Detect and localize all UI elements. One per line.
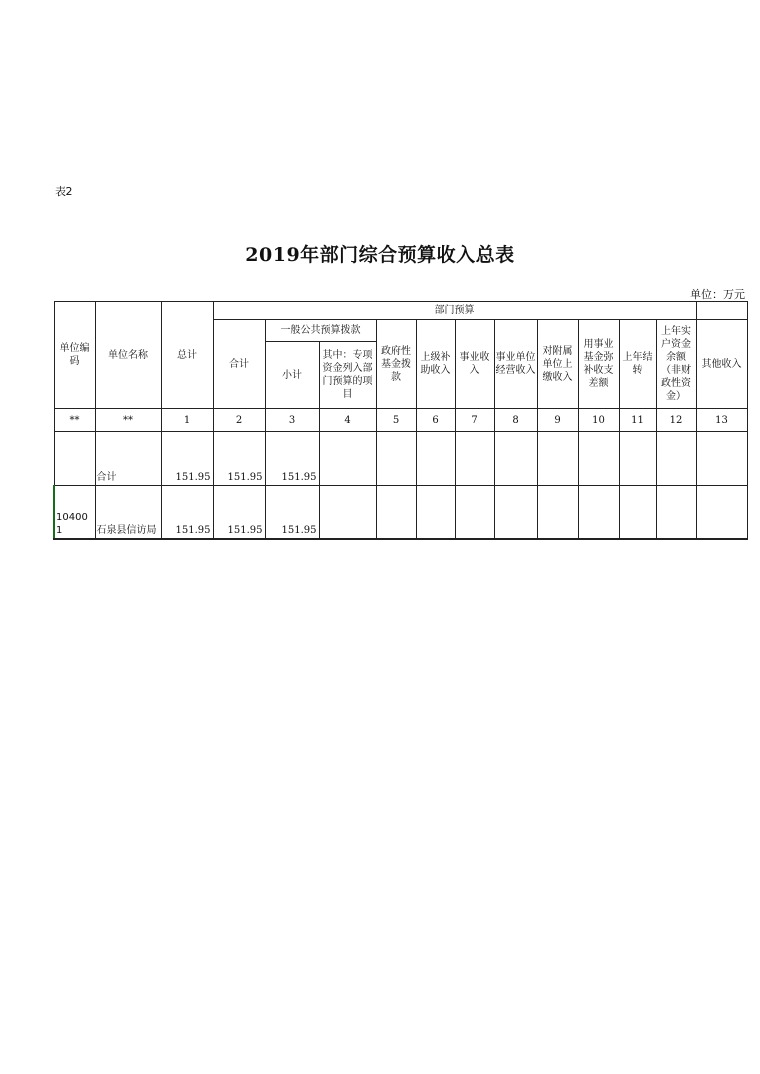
header-general-public: 一般公共预算拨款	[265, 320, 376, 342]
row-gp-subtotal: 151.95	[265, 486, 319, 539]
header-last-year-balance: 上年实户资金余额（非财政性资金）	[656, 320, 696, 409]
index-cell: 8	[494, 409, 537, 432]
index-cell: **	[95, 409, 161, 432]
header-gp-special: 其中：专项资金列入部门预算的项目	[319, 342, 376, 409]
unit-label: 单位：万元	[690, 288, 745, 301]
row-subtotal: 151.95	[213, 432, 265, 486]
row-gp-subtotal: 151.95	[265, 432, 319, 486]
row-code: 104001	[54, 486, 95, 539]
header-total: 总计	[161, 302, 213, 409]
index-row	[54, 409, 747, 432]
header-gp-subtotal: 小计	[265, 342, 319, 409]
row-name: 石泉县信访局	[95, 486, 161, 539]
header-unit-name: 单位名称	[95, 302, 161, 409]
header-dept-budget: 部门预算	[213, 302, 696, 320]
index-cell: 13	[696, 409, 747, 432]
header-blank	[696, 302, 747, 320]
header-upper-subsidy: 上级补助收入	[416, 320, 455, 409]
header-last-year-carryover: 上年结转	[619, 320, 656, 409]
index-cell: 5	[376, 409, 416, 432]
index-cell: 6	[416, 409, 455, 432]
index-cell: 12	[656, 409, 696, 432]
table-row-total	[54, 432, 747, 486]
row-total: 151.95	[161, 486, 213, 539]
header-business-income: 事业收入	[455, 320, 494, 409]
table-row	[54, 486, 747, 539]
row-code	[54, 432, 95, 486]
header-unit-code: 单位编码	[54, 302, 95, 409]
table-number-label: 表2	[55, 185, 72, 198]
header-business-fund-cover: 用事业基金弥补收支差额	[578, 320, 619, 409]
budget-income-table	[53, 301, 748, 540]
index-cell: 2	[213, 409, 265, 432]
header-business-operating: 事业单位经营收入	[494, 320, 537, 409]
index-cell: 1	[161, 409, 213, 432]
index-cell: 7	[455, 409, 494, 432]
index-cell: 4	[319, 409, 376, 432]
header-gov-fund: 政府性基金拨款	[376, 320, 416, 409]
row-subtotal: 151.95	[213, 486, 265, 539]
header-other-income: 其他收入	[696, 320, 747, 409]
row-total: 151.95	[161, 432, 213, 486]
index-cell: 10	[578, 409, 619, 432]
header-subtotal-all: 合计	[213, 320, 265, 409]
index-cell: **	[54, 409, 95, 432]
index-cell: 11	[619, 409, 656, 432]
page-title: 2019年部门综合预算收入总表	[245, 244, 515, 266]
index-cell: 3	[265, 409, 319, 432]
header-subsidiary-turnover: 对附属单位上缴收入	[537, 320, 578, 409]
index-cell: 9	[537, 409, 578, 432]
row-name: 合计	[95, 432, 161, 486]
